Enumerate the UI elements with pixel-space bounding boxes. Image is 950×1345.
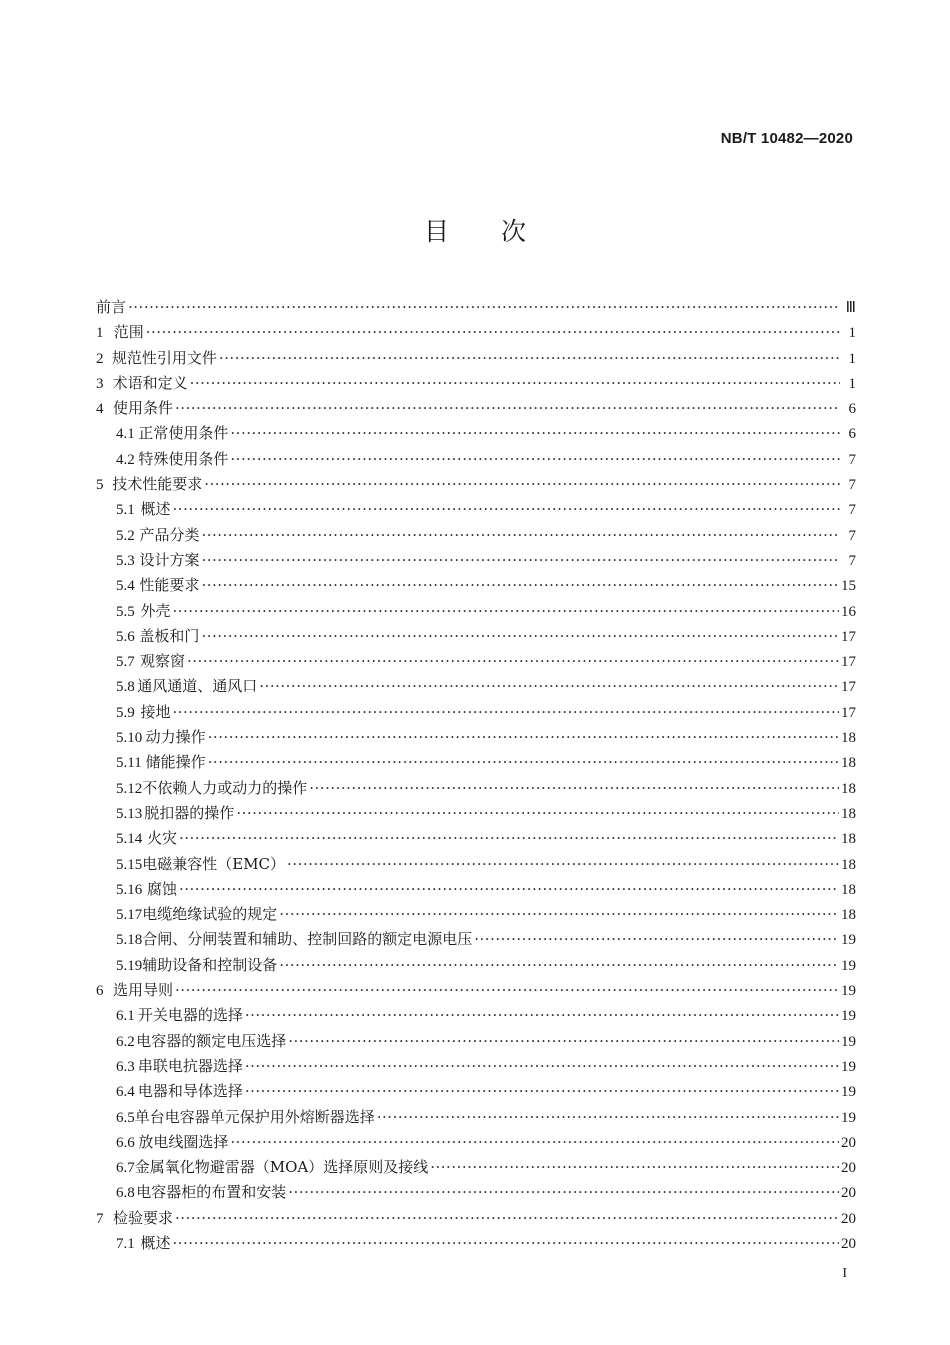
dot-leader [288,1180,839,1205]
dot-leader [245,1079,839,1104]
dot-leader [179,826,839,851]
toc-entry-title: 使用条件 [112,399,173,418]
dot-leader [208,750,839,775]
toc-entry-title: 概述 [140,1233,171,1252]
toc-entry[interactable] [96,700,856,725]
toc-entry-title: 开关电器的选择 [137,1006,243,1025]
toc-entry[interactable] [96,674,856,699]
toc-entry[interactable] [96,902,856,927]
toc-entry-number: 5.6 [116,628,135,645]
toc-entry-title: 辅助设备和控制设备 [142,955,278,974]
toc-entry-page: 7 [848,527,856,544]
dot-leader [279,902,839,927]
toc-entry[interactable] [96,852,856,877]
toc-entry-number: 5.11 [116,755,142,772]
toc-entry-number: 5.1 [116,502,135,519]
toc-entry-number: 5.15 [116,856,143,873]
dot-leader [175,978,839,1003]
toc-entry-page: Ⅲ [845,300,856,316]
toc-entry-title: 检验要求 [112,1208,173,1227]
dot-leader [190,371,840,396]
toc-entry[interactable] [96,953,856,978]
toc-entry[interactable] [96,877,856,902]
toc-entry-title: 术语和定义 [112,373,188,392]
toc-entry-number: 5.16 [116,881,143,898]
toc-entry-title: 正常使用条件 [138,424,229,443]
toc-entry-page: 19 [841,1109,856,1126]
dot-leader [146,320,840,345]
dot-leader [309,776,839,801]
toc-entry[interactable] [96,396,856,421]
toc-entry-page: 19 [841,1033,856,1050]
toc-entry-title: 产品分类 [139,525,200,544]
toc-entry[interactable] [96,1003,856,1028]
toc-entry-title: 串联电抗器选择 [137,1056,243,1075]
toc-entry-title: 性能要求 [139,576,200,595]
toc-entry-number: 5.7 [116,654,135,671]
toc-entry[interactable] [96,548,856,573]
toc-entry-number: 7.1 [116,1235,135,1252]
toc-entry-page: 19 [841,983,856,1000]
dot-leader [208,725,839,750]
toc-entry-page: 18 [841,831,856,848]
dot-leader [288,1029,839,1054]
toc-entry[interactable] [96,750,856,775]
toc-entry-title: 设计方案 [139,550,200,569]
toc-entry-number: 1 [96,325,104,342]
toc-entry-number: 5.9 [116,704,135,721]
toc-entry-number: 6 [96,983,104,1000]
toc-entry-title: 盖板和门 [139,626,200,645]
toc-entry-page: 19 [841,1058,856,1075]
toc-entry-number: 5.3 [116,552,135,569]
toc-entry-number: 6.6 [116,1134,135,1151]
toc-entry-number: 5.14 [116,831,143,848]
toc-entry-number: 7 [96,1210,104,1227]
toc-entry-page: 18 [841,805,856,822]
toc-entry-title: 单台电容器单元保护用外熔断器选择 [134,1107,375,1126]
dot-leader [287,852,839,877]
toc-entry-page: 17 [841,654,856,671]
toc-entry-number: 5.2 [116,527,135,544]
dot-leader [204,472,840,497]
toc-entry-page: 18 [841,881,856,898]
toc-entry[interactable] [96,826,856,851]
toc-entry-page: 7 [848,552,856,569]
toc-entry-number: 6.1 [116,1008,135,1025]
toc-entry-page: 19 [841,1084,856,1101]
toc-entry-title: 腐蚀 [146,879,177,898]
dot-leader [279,953,839,978]
standard-code: NB/T 10482—2020 [720,130,853,147]
toc-entry[interactable] [96,599,856,624]
toc-entry-number: 6.4 [116,1084,135,1101]
toc-entry-page: 18 [841,907,856,924]
toc-entry-number: 5.4 [116,578,135,595]
toc-entry-title: 选用导则 [112,981,173,1000]
dot-leader [230,1130,839,1155]
toc-entry-title: 技术性能要求 [112,475,203,494]
toc-entry-number: 5.5 [116,603,135,620]
toc-entry[interactable] [96,725,856,750]
dot-leader [175,396,840,421]
toc-entry-page: 18 [841,755,856,772]
toc-entry[interactable] [96,523,856,548]
toc-entry[interactable] [96,421,856,446]
toc-entry-page: 20 [841,1160,856,1177]
toc-entry-title: 电器和导体选择 [137,1082,243,1101]
toc-entry[interactable] [96,1105,856,1130]
toc-entry-page: 18 [841,856,856,873]
dot-leader [173,1231,840,1256]
dot-leader [230,447,840,472]
toc-entry-title: 电容器的额定电压选择 [136,1031,287,1050]
toc-entry-title: 接地 [140,702,171,721]
toc-entry-page: 20 [841,1185,856,1202]
toc-entry[interactable] [96,1180,856,1205]
toc-entry[interactable] [96,649,856,674]
toc-entry-number: 5.17 [116,907,143,924]
dot-leader [245,1003,839,1028]
toc-entry[interactable] [96,1079,856,1104]
dot-leader [236,801,839,826]
toc-entry[interactable] [96,447,856,472]
toc-entry-number: 6.3 [116,1058,135,1075]
toc-entry-title: 观察窗 [139,652,185,671]
toc-entry-title: 概述 [140,500,171,519]
toc-entry-page: 15 [841,578,856,595]
toc-entry-title: 不依赖人力或动力的操作 [142,778,308,797]
toc-entry-page: 1 [848,375,856,392]
toc-entry-page: 6 [848,401,856,418]
toc-entry[interactable] [96,1206,856,1231]
toc-entry-title: 储能操作 [145,753,206,772]
dot-leader [187,649,839,674]
toc-entry-page: 19 [841,932,856,949]
toc-entry-page: 20 [841,1134,856,1151]
toc-entry[interactable] [96,1130,856,1155]
toc-entry[interactable] [96,1054,856,1079]
toc-entry-page: 7 [848,477,856,494]
toc-entry-title: 通风通道、通风口 [137,677,258,696]
toc-entry-number: 3 [96,375,104,392]
toc-entry[interactable] [96,1231,856,1256]
dot-leader [201,624,839,649]
dot-leader [230,421,840,446]
dot-leader [201,573,839,598]
toc-entry-number: 6.8 [116,1185,135,1202]
toc-entry-number: 2 [96,350,104,367]
toc-entry-number: 4.1 [116,426,135,443]
toc-entry-page: 19 [841,957,856,974]
toc-entry-number: 5.8 [116,679,135,696]
toc-entry-page: 6 [848,426,856,443]
toc-entry-title: 金属氧化物避雷器（MOA）选择原则及接线 [134,1158,429,1177]
toc-entry-page: 20 [841,1210,856,1227]
dot-leader [245,1054,839,1079]
toc-entry-number: 5.12 [116,780,143,797]
dot-leader [201,523,840,548]
toc-entry-page: 19 [841,1008,856,1025]
page-number: I [842,1266,847,1281]
toc-entry-number: 5.10 [116,730,143,747]
toc-entry-number: 4 [96,401,104,418]
toc-entry-page: 20 [841,1235,856,1252]
dot-leader [259,674,839,699]
toc-entry-title: 脱扣器的操作 [144,803,235,822]
table-of-contents [96,295,856,1256]
dot-leader [173,700,840,725]
dot-leader [128,295,840,320]
toc-entry-page: 18 [841,780,856,797]
toc-entry-title: 动力操作 [145,728,206,747]
dot-leader [175,1206,839,1231]
toc-entry-title: 电磁兼容性（EMC） [142,854,286,873]
toc-entry-number: 4.2 [116,451,135,468]
toc-entry-title: 规范性引用文件 [111,348,217,367]
dot-leader [430,1155,839,1180]
dot-leader [173,599,840,624]
toc-entry-page: 17 [841,628,856,645]
toc-entry-title: 火灾 [146,829,177,848]
toc-entry-title: 特殊使用条件 [138,449,229,468]
toc-entry-number: 5.13 [116,805,143,822]
toc-entry[interactable] [96,295,856,320]
toc-entry[interactable] [96,346,856,371]
toc-entry-page: 17 [841,679,856,696]
toc-entry-title: 范围 [113,323,144,342]
toc-entry-title: 放电线圈选择 [138,1132,229,1151]
dot-leader [474,927,839,952]
toc-entry-page: 17 [841,704,856,721]
toc-entry-page: 18 [841,730,856,747]
toc-entry[interactable] [96,1029,856,1054]
toc-entry-title: 外壳 [140,601,171,620]
toc-entry[interactable] [96,497,856,522]
toc-entry-title: 前言 [96,298,127,316]
toc-entry-number: 6.2 [116,1033,135,1050]
toc-entry-page: 7 [848,502,856,519]
page-title: 目次 [423,217,578,246]
toc-entry[interactable] [96,472,856,497]
toc-entry[interactable] [96,1155,856,1180]
toc-entry-number: 5 [96,477,104,494]
toc-entry[interactable] [96,624,856,649]
toc-entry[interactable] [96,801,856,826]
toc-entry-page: 7 [848,451,856,468]
toc-entry-page: 16 [841,603,856,620]
dot-leader [201,548,840,573]
toc-entry-page: 1 [848,325,856,342]
toc-entry[interactable] [96,320,856,345]
dot-leader [219,346,840,371]
toc-entry-title: 电缆绝缘试验的规定 [142,905,278,924]
toc-entry[interactable] [96,573,856,598]
toc-entry-number: 6.5 [116,1109,135,1126]
dot-leader [377,1105,839,1130]
toc-entry[interactable] [96,927,856,952]
toc-entry-number: 5.19 [116,957,143,974]
toc-entry-page: 1 [848,350,856,367]
toc-entry-title: 电容器柜的布置和安装 [136,1183,287,1202]
toc-entry-number: 6.7 [116,1160,135,1177]
dot-leader [179,877,839,902]
dot-leader [173,497,840,522]
toc-entry-number: 5.18 [116,932,143,949]
toc-entry-title: 合闸、分闸装置和辅助、控制回路的额定电源电压 [142,930,473,949]
toc-entry[interactable] [96,776,856,801]
toc-entry[interactable] [96,978,856,1003]
toc-entry[interactable] [96,371,856,396]
